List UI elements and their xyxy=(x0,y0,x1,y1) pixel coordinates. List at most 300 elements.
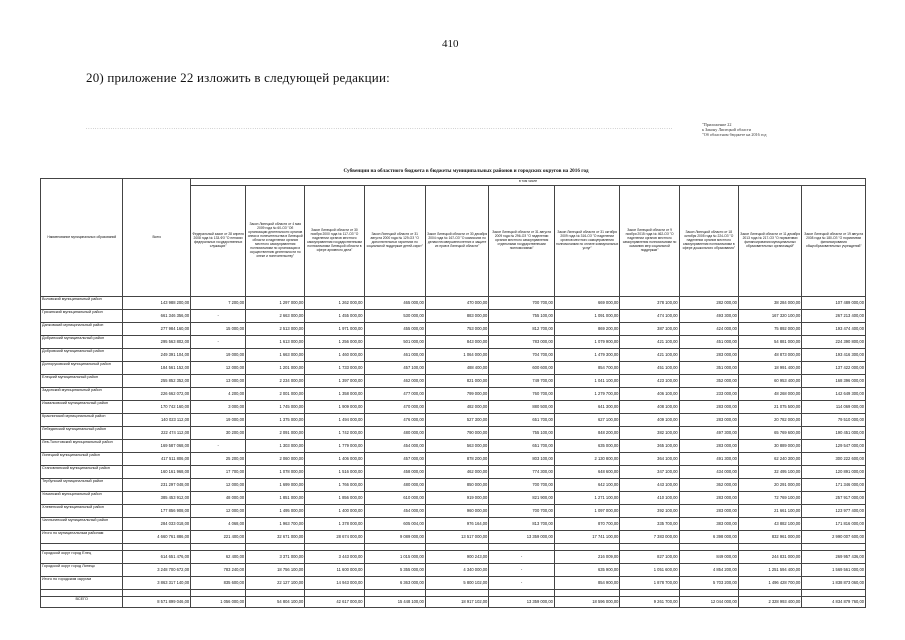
subvention-cell: 2 513 000,00 xyxy=(246,323,305,336)
separator-row xyxy=(41,590,866,597)
subvention-cell: 352 000,00 xyxy=(679,375,738,388)
col-header-law-5: Закон Липецкой области от 30 декабря 2004 года № 167-ОЗ "О комиссиях по делам несовершеннолетних и защите их прав в Липецкой области" xyxy=(425,186,488,297)
municipality-name: Городской округ город Елец xyxy=(41,551,123,564)
subvention-cell: 700 700,00 xyxy=(489,505,555,518)
table-row xyxy=(41,375,866,388)
subvention-cell: 12 000,00 xyxy=(191,505,246,518)
total-cell: 8 571 899 046,00 xyxy=(123,597,191,608)
subvention-cell: 9 089 000,00 xyxy=(364,531,425,544)
subvention-cell: 755 100,00 xyxy=(489,310,555,323)
subvention-cell: 21 075 500,00 xyxy=(738,401,801,414)
subvention-cell: - xyxy=(489,551,555,564)
col-header-law-9: Закон Липецкой области от 18 октября 2005 года № 224-ОЗ "О наделении органов местного самоуправления полномочиями в сфере дошкольного образования" xyxy=(679,186,738,297)
empty-cell xyxy=(620,590,679,597)
subvention-cell: 457 100,00 xyxy=(364,362,425,375)
subvention-cell: 976 164,00 xyxy=(425,518,488,531)
empty-cell xyxy=(679,590,738,597)
subvention-cell: 669 000,00 xyxy=(554,297,620,310)
subvention-cell: 424 000,00 xyxy=(679,323,738,336)
table-row xyxy=(41,323,866,336)
subvention-cell: 1 569 561 000,00 xyxy=(802,564,866,577)
subvention-cell: 812 700,00 xyxy=(489,323,555,336)
total-cell: 140 023 112,00 xyxy=(123,414,191,427)
empty-cell xyxy=(191,590,246,597)
subvention-cell: 48 873 000,00 xyxy=(738,349,801,362)
total-cell: 614 651 476,00 xyxy=(123,551,191,564)
subvention-cell: 107 489 000,00 xyxy=(802,297,866,310)
subvention-cell: 2 091 000,00 xyxy=(246,427,305,440)
subvention-cell: 1 201 000,00 xyxy=(246,362,305,375)
total-cell: 170 742 160,00 xyxy=(123,401,191,414)
total-cell: 222 474 112,00 xyxy=(123,427,191,440)
subvention-cell: 1 963 700,00 xyxy=(246,518,305,531)
total-cell: 184 561 152,00 xyxy=(123,362,191,375)
empty-cell xyxy=(425,590,488,597)
subvention-cell: 6 398 000,00 xyxy=(679,531,738,544)
col-header-law-4: Закон Липецкой области от 31 августа 2000 года № 129-ОЗ "О дополнительных гарантиях по социальной поддержке детей-сирот" xyxy=(364,186,425,297)
subvention-cell: 790 000,00 xyxy=(425,427,488,440)
subvention-cell: 465 000,00 xyxy=(364,297,425,310)
subvention-cell: 1 733 000,00 xyxy=(305,362,364,375)
subvention-cell: - xyxy=(489,577,555,590)
subvention-cell: 704 700,00 xyxy=(489,349,555,362)
subvention-cell: 1 406 000,00 xyxy=(305,453,364,466)
subvention-cell: - xyxy=(489,564,555,577)
total-cell: 661 346 356,00 xyxy=(123,310,191,323)
municipality-name: Данковский муниципальный район xyxy=(41,323,123,336)
municipality-name: Задонский муниципальный район xyxy=(41,388,123,401)
subvention-cell: 4 200,00 xyxy=(191,388,246,401)
subvention-cell: 1 455 000,00 xyxy=(305,310,364,323)
subvention-cell: 700 700,00 xyxy=(489,479,555,492)
subvention-cell: 244 831 000,00 xyxy=(738,551,801,564)
subvention-cell: 4 068,00 xyxy=(191,518,246,531)
subvention-cell: 1 251 594 400,00 xyxy=(738,564,801,577)
subvention-cell: 491 300,00 xyxy=(679,453,738,466)
subvention-cell: 38 284 000,00 xyxy=(738,297,801,310)
table-row xyxy=(41,401,866,414)
amendment-heading: 20) приложение 22 изложить в следующей редакции: xyxy=(86,70,390,85)
subvention-cell: - xyxy=(191,336,246,349)
subvention-cell: 493 300,00 xyxy=(679,310,738,323)
subvention-cell: 648 600,00 xyxy=(554,466,620,479)
subvention-cell: 4 340 000,00 xyxy=(425,564,488,577)
subvention-cell: 1 516 000,00 xyxy=(305,466,364,479)
subvention-cell: 387 100,00 xyxy=(620,323,679,336)
municipality-name: Елецкий муниципальный район xyxy=(41,375,123,388)
subvention-cell: 1 699 000,00 xyxy=(246,479,305,492)
municipality-name: ВСЕГО xyxy=(41,597,123,608)
table-row xyxy=(41,505,866,518)
subvention-cell: 224 390 800,00 xyxy=(802,336,866,349)
empty-cell xyxy=(679,544,738,551)
subvention-cell: 610 000,00 xyxy=(364,492,425,505)
subvention-cell: 1 378 000,00 xyxy=(305,518,364,531)
subvention-cell: 120 891 000,00 xyxy=(802,466,866,479)
table-row xyxy=(41,551,866,564)
empty-cell xyxy=(191,544,246,551)
subvention-cell: 1 878 700,00 xyxy=(620,577,679,590)
subvention-cell: 2 001 000,00 xyxy=(246,388,305,401)
appendix-note xyxy=(702,122,822,137)
subvention-cell: 7 200,00 xyxy=(191,297,246,310)
subvention-cell: 870 700,00 xyxy=(554,518,620,531)
subvention-cell: 269 957 436,00 xyxy=(802,551,866,564)
municipality-name: Усманский муниципальный район xyxy=(41,492,123,505)
col-header-law-11: Закон Липецкой области от 19 августа 2008 года № 180-ОЗ "О нормативах финансирования общеобразовательных учреждений" xyxy=(802,186,866,297)
col-header-law-10: Закон Липецкой области от 11 декабря 2013 года № 217-ОЗ "О нормативах финансирования муниципальных образовательных организаций" xyxy=(738,186,801,297)
subvention-cell: 283 000,00 xyxy=(679,349,738,362)
subvention-cell: 3 371 000,00 xyxy=(246,551,305,564)
subvention-cell: 651 700,00 xyxy=(489,414,555,427)
total-cell: 277 984 160,00 xyxy=(123,323,191,336)
subvention-cell: 1 051 600,00 xyxy=(620,564,679,577)
total-cell: 249 391 104,00 xyxy=(123,349,191,362)
subvention-cell: 5 703 200,00 xyxy=(679,577,738,590)
subvention-cell: 5 800 102,00 xyxy=(425,577,488,590)
subvention-cell: 7 383 000,00 xyxy=(620,531,679,544)
subvention-cell: 171 816 000,00 xyxy=(802,518,866,531)
total-cell: 284 033 018,00 xyxy=(123,518,191,531)
table-row xyxy=(41,492,866,505)
subvention-cell: 221 400,00 xyxy=(191,531,246,544)
appendix-note-line: "Об областном бюджете на 2016 год xyxy=(702,132,767,137)
col-header-law-2: Закон Липецкой области от 4 мая 2009 года № 60-ОЗ "Об организации деятельности органов опеки и попечительства в Липецкой области и наделении органов местного самоуправления полномочиями по организации и осуществлению деятельности по опеке и попечительству" xyxy=(246,186,305,297)
subvention-cell: 443 100,00 xyxy=(620,479,679,492)
subvention-cell: 849 000,00 xyxy=(679,551,738,564)
subvention-cell: 378 100,00 xyxy=(620,297,679,310)
empty-cell xyxy=(554,590,620,597)
subvention-cell: 22 127 100,00 xyxy=(246,577,305,590)
empty-cell xyxy=(305,544,364,551)
subvention-cell: 12 000,00 xyxy=(191,479,246,492)
total-cell: 3 863 317 140,00 xyxy=(123,577,191,590)
grand-total-row xyxy=(41,597,866,608)
subvention-cell: 1 297 000,00 xyxy=(246,297,305,310)
table-row xyxy=(41,531,866,544)
total-cell: 226 662 072,00 xyxy=(123,388,191,401)
municipality-name: Чаплыгинский муниципальный район xyxy=(41,518,123,531)
municipality-name: Итого по муниципальным районам xyxy=(41,531,123,544)
subvention-cell: 470 000,00 xyxy=(364,401,425,414)
subvention-cell: 410 100,00 xyxy=(620,492,679,505)
total-cell: 417 511 806,00 xyxy=(123,453,191,466)
subvention-cell: 1 460 000,00 xyxy=(305,349,364,362)
subvention-cell: 700 700,00 xyxy=(489,297,555,310)
empty-cell xyxy=(620,544,679,551)
subvention-cell: 4 854 200,00 xyxy=(679,564,738,577)
table-row xyxy=(41,297,866,310)
subvention-cell: 406 100,00 xyxy=(620,388,679,401)
subvention-cell: 19 000,00 xyxy=(191,414,246,427)
subvention-cell: 1 742 000,00 xyxy=(305,427,364,440)
subvention-cell: 1 358 000,00 xyxy=(305,388,364,401)
table-row xyxy=(41,466,866,479)
subvention-cell: 32 671 000,00 xyxy=(246,531,305,544)
subvention-cell: 11 600 000,00 xyxy=(305,564,364,577)
total-cell: 169 587 068,00 xyxy=(123,440,191,453)
subvention-cell: 2 130 800,00 xyxy=(554,453,620,466)
subvention-cell: 25 200,00 xyxy=(191,453,246,466)
subvention-cell: 480 000,00 xyxy=(364,479,425,492)
subvention-cell: 62 240 300,00 xyxy=(738,453,801,466)
table-row xyxy=(41,427,866,440)
col-header-law-6: Закон Липецкой области от 31 августа 2009 года № 296-ОЗ "О наделении органов местного самоуправления отдельными государственными полномочиями" xyxy=(489,186,555,297)
empty-cell xyxy=(123,544,191,551)
subvention-cell: 1 663 000,00 xyxy=(246,349,305,362)
subvention-cell: 477 000,00 xyxy=(364,388,425,401)
municipality-name: Краснинский муниципальный район xyxy=(41,414,123,427)
empty-cell xyxy=(41,590,123,597)
subvention-cell: 30 889 000,00 xyxy=(738,440,801,453)
col-header-name: Наименование муниципальных образований xyxy=(41,179,123,297)
subvention-cell: 282 000,00 xyxy=(679,297,738,310)
empty-cell xyxy=(41,544,123,551)
subvention-cell: 651 700,00 xyxy=(489,440,555,453)
subvention-cell: 365 100,00 xyxy=(620,440,679,453)
subvention-cell: 774 300,00 xyxy=(489,466,555,479)
empty-cell xyxy=(425,544,488,551)
appendix-note-line: к Закону Липецкой области xyxy=(702,127,751,132)
subvention-cell: 12 044 000,00 xyxy=(679,597,738,608)
table-row xyxy=(41,518,866,531)
subvention-cell: 1 079 900,00 xyxy=(554,336,620,349)
subvention-cell: 283 000,00 xyxy=(679,505,738,518)
subvention-cell: 382 100,00 xyxy=(620,427,679,440)
subvention-cell: 167 320 100,00 xyxy=(738,310,801,323)
subvention-cell: 28 674 000,00 xyxy=(305,531,364,544)
empty-cell xyxy=(305,590,364,597)
total-cell: 3 248 700 672,00 xyxy=(123,564,191,577)
subvention-cell: 12 000,00 xyxy=(191,362,246,375)
total-cell: 177 856 908,00 xyxy=(123,505,191,518)
subvention-cell: 1 397 000,00 xyxy=(305,375,364,388)
subvention-cell: 783 000,00 xyxy=(489,336,555,349)
municipality-name: Итого по городским округам xyxy=(41,577,123,590)
subvention-cell: 48 268 000,00 xyxy=(738,388,801,401)
including-header: в том числе xyxy=(191,179,866,186)
subvention-cell: 1 015 000,00 xyxy=(364,551,425,564)
subvention-cell: 1 041 100,00 xyxy=(554,375,620,388)
empty-cell xyxy=(554,544,620,551)
empty-cell xyxy=(489,544,555,551)
subvention-cell: 423 100,00 xyxy=(620,375,679,388)
subvention-cell: 13 000,00 xyxy=(191,375,246,388)
subvention-cell: 18 756 100,00 xyxy=(246,564,305,577)
subvention-cell: 434 000,00 xyxy=(679,466,738,479)
table-row xyxy=(41,310,866,323)
subvention-cell: 454 000,00 xyxy=(364,440,425,453)
total-cell: 143 988 200,00 xyxy=(123,297,191,310)
subvention-cell: 6 363 000,00 xyxy=(364,577,425,590)
subvention-cell: 1 766 000,00 xyxy=(305,479,364,492)
subventions-table-container xyxy=(40,178,866,602)
subvention-cell: 216 009,00 xyxy=(554,551,620,564)
subvention-cell: 1 494 000,00 xyxy=(305,414,364,427)
subvention-cell: 20 291 000,00 xyxy=(738,479,801,492)
subvention-cell: 137 422 000,00 xyxy=(802,362,866,375)
subvention-cell: 79 510 000,00 xyxy=(802,414,866,427)
subvention-cell: 1 496 428 700,00 xyxy=(738,577,801,590)
subvention-cell: 15 000,00 xyxy=(191,323,246,336)
subvention-cell: 605 004,00 xyxy=(364,518,425,531)
table-row xyxy=(41,349,866,362)
table-row xyxy=(41,414,866,427)
subvention-cell: 1 078 000,00 xyxy=(246,466,305,479)
subvention-cell: 168 396 000,00 xyxy=(802,375,866,388)
subvention-cell: 300 222 600,00 xyxy=(802,453,866,466)
subvention-cell: 1 856 000,00 xyxy=(305,492,364,505)
subvention-cell: - xyxy=(191,440,246,453)
col-header-law-8: Закон Липецкой области от 9 ноября 2015 года № 462-ОЗ "О наделении органов местного самоуправления полномочиями по оказанию мер социальной поддержки" xyxy=(620,186,679,297)
table-row xyxy=(41,440,866,453)
subvention-cell: 3 000,00 xyxy=(191,401,246,414)
municipality-name: Измалковский муниципальный район xyxy=(41,401,123,414)
subvention-cell: 753 000,00 xyxy=(425,323,488,336)
municipality-name: Добринский муниципальный район xyxy=(41,336,123,349)
subvention-cell: 869 200,00 xyxy=(554,323,620,336)
subvention-cell: 488 400,00 xyxy=(425,362,488,375)
subvention-cell: 20 782 000,00 xyxy=(738,414,801,427)
subvention-cell: 17 700,00 xyxy=(191,466,246,479)
subvention-cell: 1 091 000,00 xyxy=(554,310,620,323)
subvention-cell: 193 474 400,00 xyxy=(802,323,866,336)
subvention-cell: 283 000,00 xyxy=(679,401,738,414)
page-number: 410 xyxy=(442,38,459,50)
subvention-cell: 351 000,00 xyxy=(679,362,738,375)
subvention-cell: 2 663 000,00 xyxy=(246,310,305,323)
subvention-cell: 799 000,00 xyxy=(425,388,488,401)
subvention-cell: 14 943 000,00 xyxy=(305,577,364,590)
table-title: Субвенции на областного бюджета в бюджеты муниципальных районов и городских округов на 2016 год xyxy=(343,168,589,174)
table-row xyxy=(41,388,866,401)
subvention-cell: 843 000,00 xyxy=(425,336,488,349)
subvention-cell: 335 700,00 xyxy=(620,518,679,531)
col-header-law-3: Закон Липецкой области от 30 ноября 2000 года № 117-ОЗ "О наделении органов местного самоуправления государственными полномочиями Липецкой области в сфере архивного дела" xyxy=(305,186,364,297)
municipality-name: Грязинский муниципальный район xyxy=(41,310,123,323)
subvention-cell: 1 971 000,00 xyxy=(305,323,364,336)
subvention-cell: 9 261 700,00 xyxy=(620,597,679,608)
municipality-name: Становлянский муниципальный район xyxy=(41,466,123,479)
subvention-cell: 54 804 100,00 xyxy=(246,597,305,608)
subvention-cell: 18 991 400,00 xyxy=(738,362,801,375)
subvention-cell: 62 400,00 xyxy=(191,551,246,564)
subvention-cell: 641 300,00 xyxy=(554,401,620,414)
subvention-cell: 3 443 000,00 xyxy=(305,551,364,564)
subvention-cell: 65 769 600,00 xyxy=(738,427,801,440)
subvention-cell: 760 700,00 xyxy=(489,388,555,401)
subvention-cell: 755 100,00 xyxy=(489,427,555,440)
subvention-cell: 13 359 000,00 xyxy=(489,597,555,608)
col-header-total: Всего xyxy=(123,179,191,297)
subvention-cell: 783 240,00 xyxy=(191,564,246,577)
empty-cell xyxy=(738,590,801,597)
subvention-cell: 15 448 100,00 xyxy=(364,597,425,608)
subvention-cell: 900 243,00 xyxy=(425,551,488,564)
subvention-cell: 1 056 000,00 xyxy=(191,597,246,608)
subvention-cell: 530 000,00 xyxy=(364,310,425,323)
col-header-law-7: Закон Липецкой области от 31 октября 2009 года № 316-ОЗ "О наделении органов местного самоуправления полномочиями по оплате коммунальных услуг" xyxy=(554,186,620,297)
subvention-cell: 1 279 700,00 xyxy=(554,388,620,401)
subvention-cell: 142 649 300,00 xyxy=(802,388,866,401)
subvention-cell: 642 100,00 xyxy=(554,479,620,492)
subvention-cell: 474 100,00 xyxy=(620,310,679,323)
subvention-cell: 627 100,00 xyxy=(554,414,620,427)
total-cell: 255 852 352,00 xyxy=(123,375,191,388)
subvention-cell: 1 097 000,00 xyxy=(554,505,620,518)
subvention-cell: 1 375 000,00 xyxy=(246,414,305,427)
subvention-cell: 454 000,00 xyxy=(364,505,425,518)
subvention-cell: 421 100,00 xyxy=(620,349,679,362)
table-row xyxy=(41,453,866,466)
subvention-cell: 854 900,00 xyxy=(554,577,620,590)
municipality-name: Липецкий муниципальный район xyxy=(41,453,123,466)
total-cell: 385 453 912,00 xyxy=(123,492,191,505)
subvention-cell: 883 000,00 xyxy=(425,310,488,323)
subvention-cell: 470 000,00 xyxy=(425,297,488,310)
subvention-cell: 1 271 100,00 xyxy=(554,492,620,505)
empty-cell xyxy=(489,590,555,597)
subvention-cell: 257 917 000,00 xyxy=(802,492,866,505)
empty-cell xyxy=(246,590,305,597)
subvention-cell: 880 500,00 xyxy=(489,401,555,414)
subvention-cell: 409 100,00 xyxy=(620,414,679,427)
subvention-cell: 347 100,00 xyxy=(620,466,679,479)
subvention-cell: 114 069 000,00 xyxy=(802,401,866,414)
subvention-cell: 462 000,00 xyxy=(364,375,425,388)
subvention-cell: 4 834 879 760,00 xyxy=(802,597,866,608)
subvention-cell: 835 600,00 xyxy=(191,577,246,590)
subvention-cell: 821 900,00 xyxy=(489,492,555,505)
subvention-cell: 18 917 102,00 xyxy=(425,597,488,608)
subvention-cell: 54 881 000,00 xyxy=(738,336,801,349)
subvention-cell: 421 100,00 xyxy=(620,336,679,349)
subvention-cell: 30 200,00 xyxy=(191,427,246,440)
subvention-cell: 1 400 000,00 xyxy=(305,505,364,518)
subvention-cell: 283 000,00 xyxy=(679,414,738,427)
subvention-cell: 832 961 000,00 xyxy=(738,531,801,544)
subvention-cell: 267 213 400,00 xyxy=(802,310,866,323)
subvention-cell: 635 000,00 xyxy=(554,440,620,453)
subvention-cell: 193 416 300,00 xyxy=(802,349,866,362)
subvention-cell: 190 451 000,00 xyxy=(802,427,866,440)
subvention-cell: 854 700,00 xyxy=(554,362,620,375)
subvention-cell: 13 517 000,00 xyxy=(425,531,488,544)
subvention-cell: 383 000,00 xyxy=(679,518,738,531)
subvention-cell: 283 000,00 xyxy=(679,440,738,453)
empty-cell xyxy=(123,590,191,597)
subvention-cell: 19 000,00 xyxy=(191,349,246,362)
subvention-cell: 364 100,00 xyxy=(620,453,679,466)
subvention-cell: 18 596 000,00 xyxy=(554,597,620,608)
subvention-cell: 408 100,00 xyxy=(620,401,679,414)
table-row xyxy=(41,336,866,349)
subvention-cell: 462 000,00 xyxy=(425,466,488,479)
municipality-name: Городской округ город Липецк xyxy=(41,564,123,577)
total-cell: 4 660 761 886,00 xyxy=(123,531,191,544)
empty-cell xyxy=(364,544,425,551)
subvention-cell: 457 000,00 xyxy=(364,453,425,466)
table-row xyxy=(41,564,866,577)
subvention-cell: 1 745 000,00 xyxy=(246,401,305,414)
subvention-cell: 1 613 000,00 xyxy=(246,336,305,349)
municipality-name: Лебедянский муниципальный район xyxy=(41,427,123,440)
subvention-cell: 451 100,00 xyxy=(620,362,679,375)
subvention-cell: 1 064 000,00 xyxy=(425,349,488,362)
appendix-note-line: "Приложение 22 xyxy=(702,122,732,127)
subvention-cell: 527 300,00 xyxy=(425,414,488,427)
subvention-cell: 848 200,00 xyxy=(554,427,620,440)
